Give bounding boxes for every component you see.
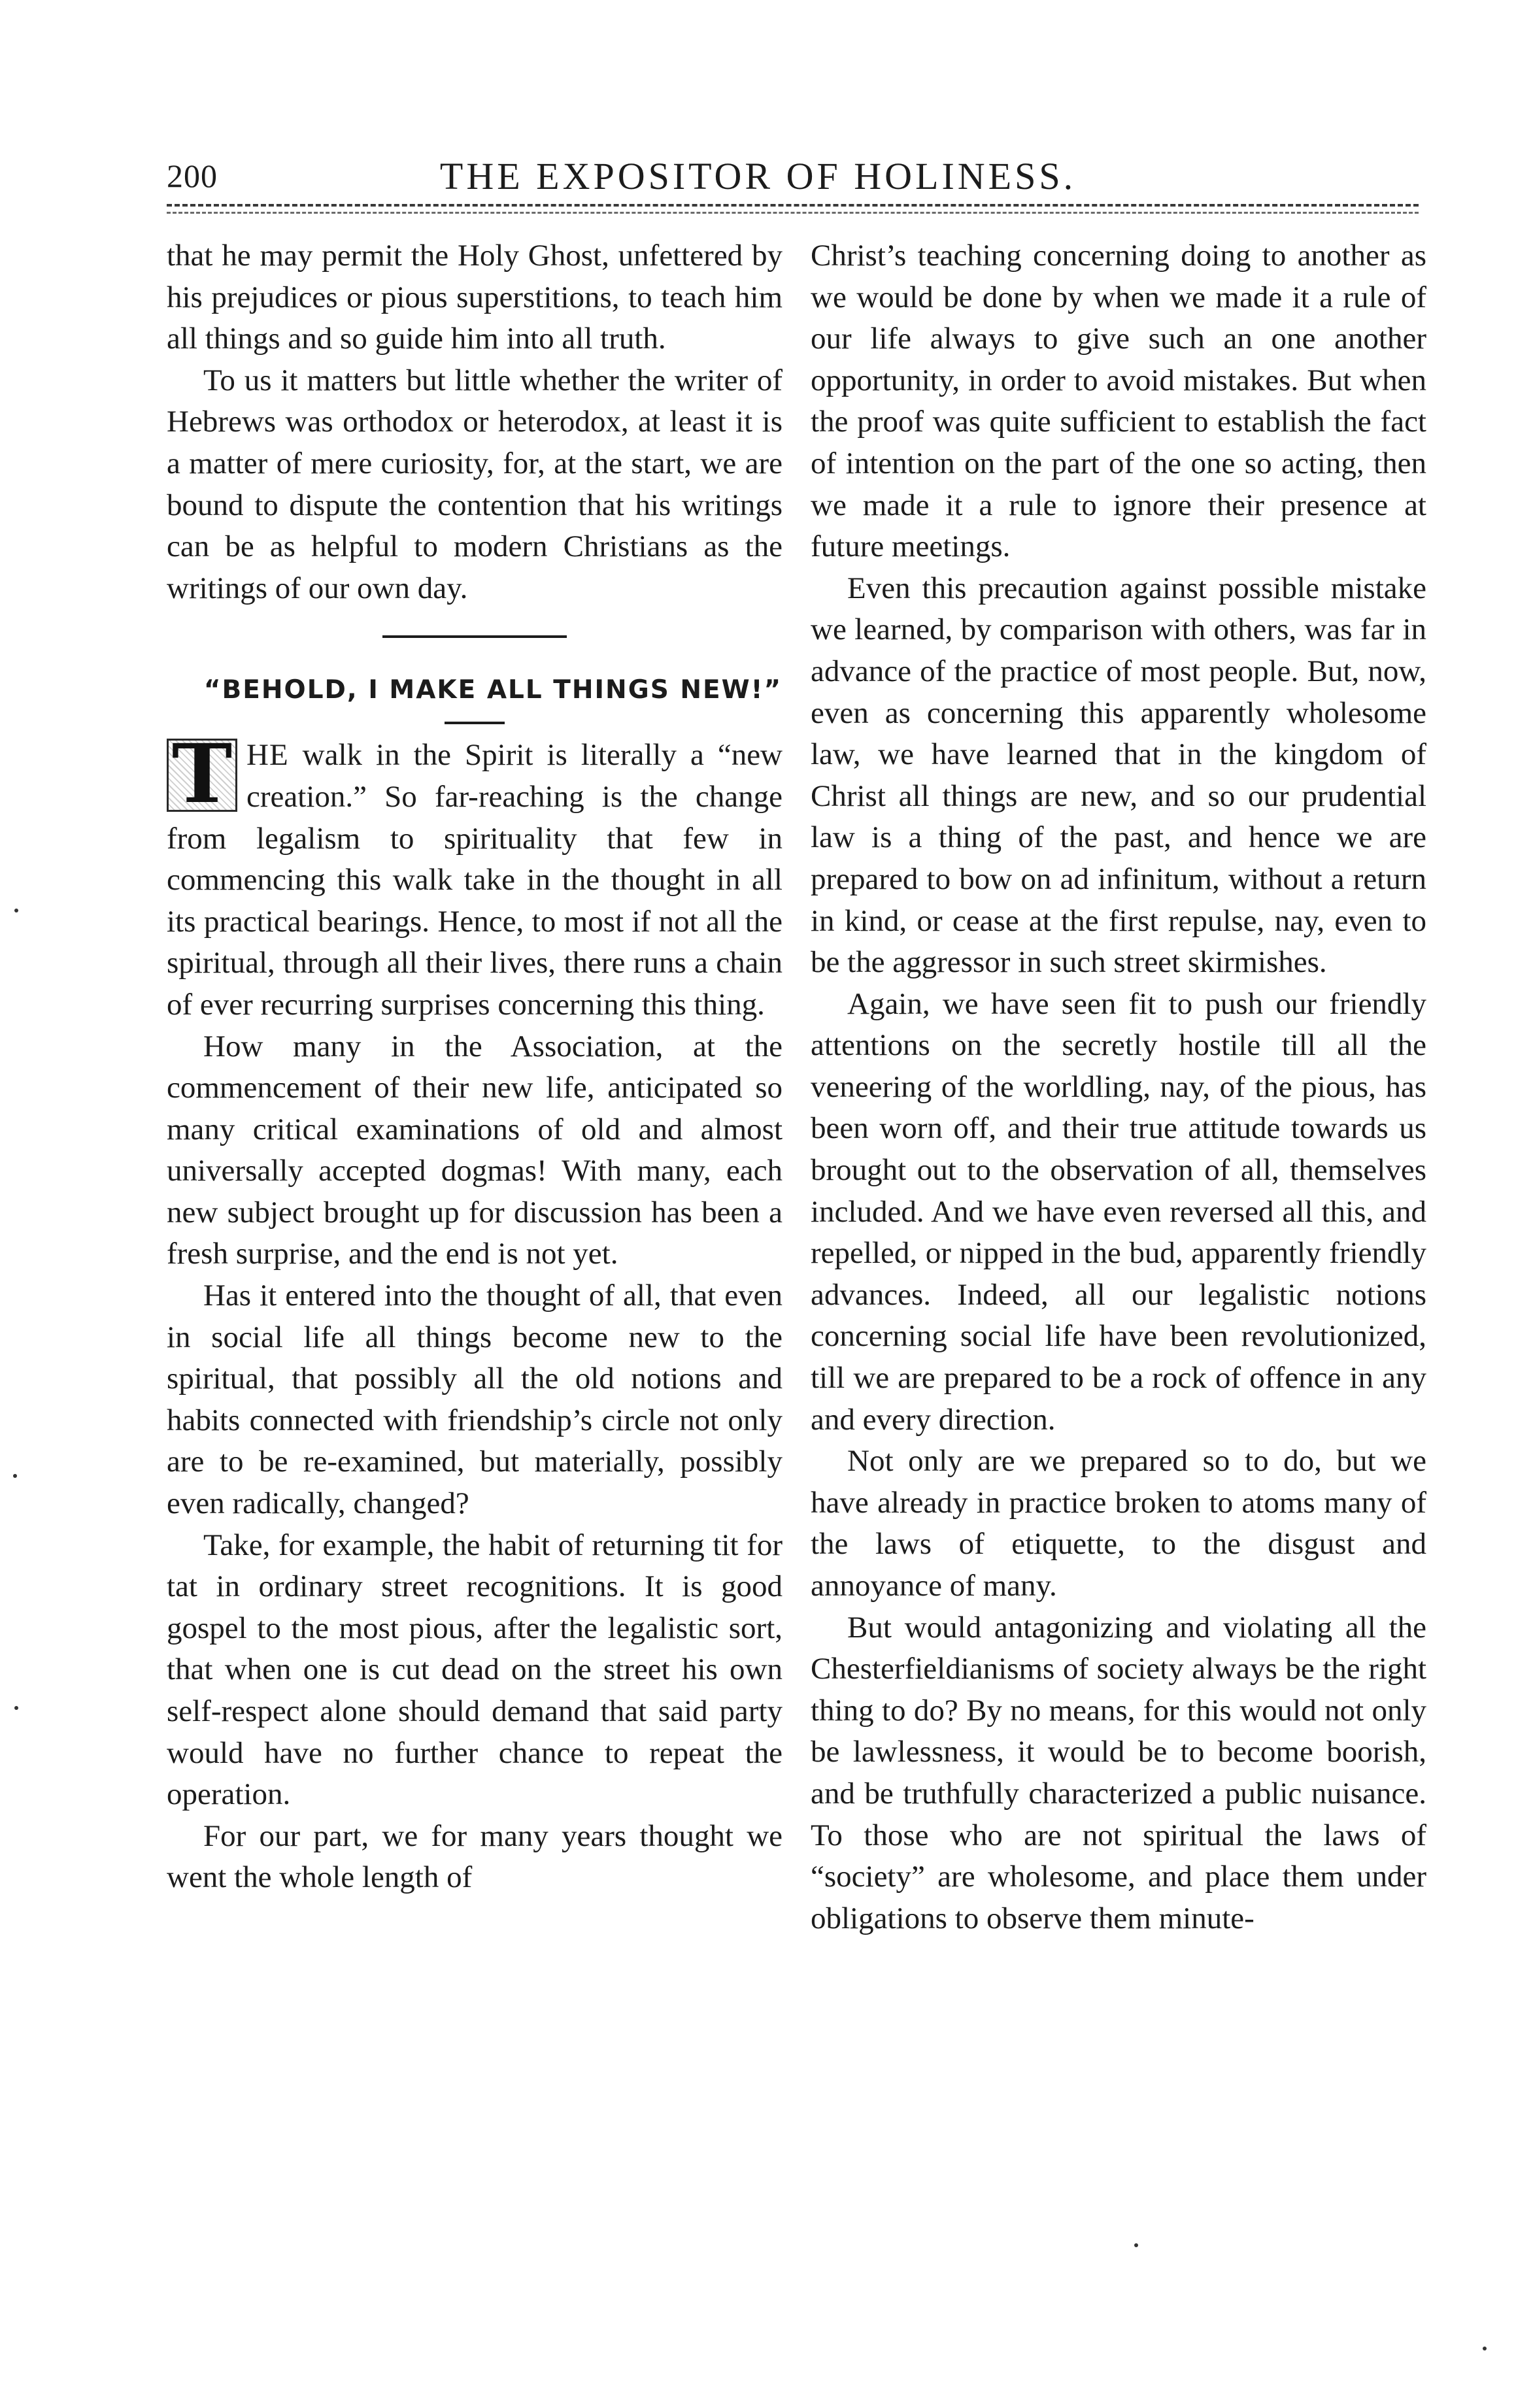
print-speck bbox=[1483, 2347, 1487, 2350]
section-divider bbox=[382, 635, 567, 638]
page-number: 200 bbox=[167, 158, 218, 194]
paragraph: How many in the Association, at the commencement of their new life, anticipated so many critical examinations of old and almost universally accepted dogmas! With many, each new subject brought up for discussion has been a fresh surprise, and the end is not yet. bbox=[167, 1029, 783, 1271]
print-speck bbox=[13, 1474, 17, 1478]
paragraph: But would antagonizing and violating all the Chesterfieldianisms of society always be the right thing to do? By no means, for this would not only be lawlessness, it would be to become boorish, and be truthfully characterized a public nuisance. To those who are not spiritual the laws of “society” are wholesome, and place them under obligations to observe them minute- bbox=[811, 1610, 1426, 1935]
section-heading: “BEHOLD, I MAKE ALL THINGS NEW!” bbox=[203, 675, 783, 705]
print-speck bbox=[14, 1706, 18, 1710]
article-opening-paragraph bbox=[167, 727, 783, 1026]
paragraph: Even this precaution against possible mistake we learned, by comparison with others, was far in advance of the practice of most people. But, now, even as concerning this apparently wholesome law, we have learned that in the kingdom of Christ all things are new, and so our prudential law is a thing of the past, and hence we are prepared to bow on ad infinitum, without a return in kind, or cease at the first repulse, nay, even to be the aggressor in such street skirmishes. bbox=[811, 571, 1426, 980]
paragraph: For our part, we for many years thought we went the whole length of bbox=[167, 1818, 783, 1895]
print-speck bbox=[14, 909, 18, 912]
header-rule bbox=[167, 204, 1419, 207]
paragraph: Take, for example, the habit of returning tit for tat in ordinary street recognitions. It is good gospel to the most pious, after the legalistic sort, that when one is cut dead on the street his own self-respect alone should demand that said party would have no further chance to repeat the operation. bbox=[167, 1528, 783, 1812]
paragraph: Not only are we prepared so to do, but we have already in practice broken to atoms many of the laws of etiquette, to the disgust and annoyance of many. bbox=[811, 1444, 1426, 1603]
opening-word-remainder: HE bbox=[246, 738, 289, 773]
heading-underline bbox=[445, 722, 505, 724]
drop-cap-initial: T bbox=[167, 739, 237, 812]
paragraph: To us it matters but little whether the writer of Hebrews was orthodox or heterodox, at least it is a matter of mere curiosity, for, at the start, we are bound to dispute the contention that his writings can be as helpful to modern Christians as the writings of our own day. bbox=[167, 363, 783, 605]
print-speck bbox=[1134, 2243, 1138, 2247]
paragraph-continued: Christ’s teaching concerning doing to another as we would be done by when we made it a rule of our life always to give such an one another opportunity, in order to avoid mistakes. But when the proof was quite sufficient to establish the fact of intention on the part of the one so acting, then we made it a rule to ignore their presence at future meetings. bbox=[811, 239, 1426, 564]
right-column bbox=[811, 235, 1426, 1939]
left-column bbox=[167, 235, 783, 1899]
paragraph-continued: that he may permit the Holy Ghost, unfettered by his prejudices or pious superstitions, to teach him all things and so guide him into all truth. bbox=[167, 239, 783, 356]
paragraph: Again, we have seen fit to push our friendly attentions on the secretly hostile till all the veneering of the worldling, nay, of the pious, has been worn off, and their true attitude towards us brought out to the observation of all, themselves included. And we have even reversed all this, and repelled, or nipped in the bud, apparently friendly advances. Indeed, all our legalistic notions concerning social life have been revolutionized, till we are prepared to be a rock of offence in any and every direction. bbox=[811, 986, 1426, 1437]
paragraph: Has it entered into the thought of all, that even in social life all things become new to the spiritual, that possibly all the old notions and habits connected with friendship’s circle not only are to be re-examined, but materially, possibly even radically, changed? bbox=[167, 1279, 783, 1521]
header-rule-secondary bbox=[167, 212, 1419, 214]
opening-paragraph-text: walk in the Spirit is literally a “new creation.” So far-reaching is the change from legalism to spirituality that few in commencing this walk take in the thought in all its practical bearings. Hence, to most if not all the spiritual, through all their lives, there runs a chain of ever recurring surprises concerning this thing. bbox=[167, 738, 783, 1022]
running-title: THE EXPOSITOR OF HOLINESS. bbox=[439, 155, 1077, 197]
